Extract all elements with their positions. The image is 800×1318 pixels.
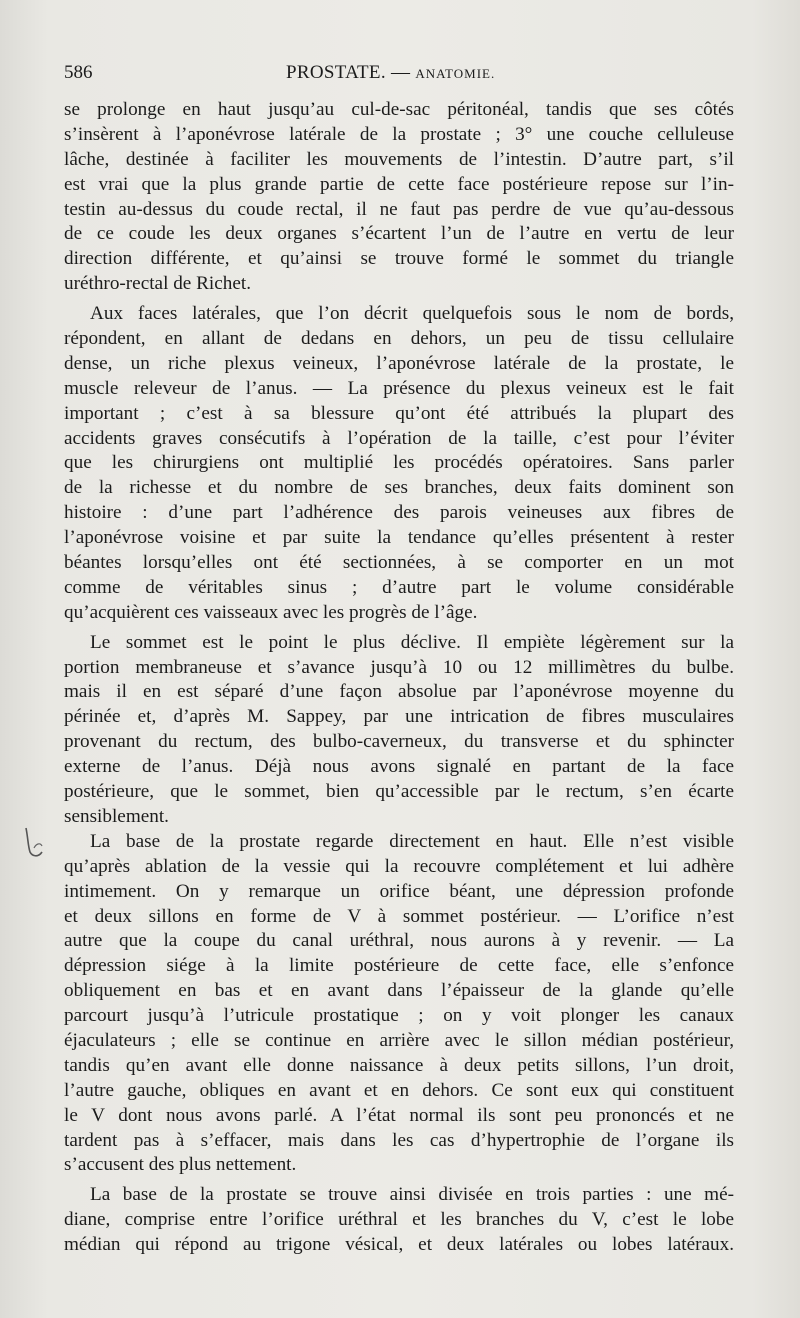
text-line: important ; c’est à sa blessure qu’ont été attribués la plupart des: [64, 402, 734, 424]
text-line: Le sommet est le point le plus déclive. Il empiète légèrement sur la: [90, 631, 734, 653]
text-line: et deux sillons en forme de V à sommet postérieur. — L’orifice n’est: [64, 905, 734, 927]
paragraph-base: [64, 830, 734, 1178]
text-line: testin au-dessus du coude rectal, il ne faut pas perdre de vue qu’au-dessous: [64, 198, 734, 220]
text-line: postérieure, que le sommet, bien qu’accessible par le rectum, s’en écarte: [64, 781, 734, 803]
text-line: l’autre gauche, obliques en avant et en dehors. Ce sont eux qui constituent: [64, 1079, 734, 1101]
text-line: autre que la coupe du canal uréthral, nous aurons à y revenir. — La: [64, 930, 734, 952]
paragraph-lateral-faces: [64, 302, 734, 626]
text-line: parcourt jusqu’à l’utricule prostatique ; on y voit plonger les canaux: [64, 1005, 734, 1027]
text-line: muscle releveur de l’anus. — La présence du plexus veineux est le fait: [64, 377, 734, 399]
text-line: médian qui répond au trigone vésical, et deux latérales ou lobes latéraux.: [64, 1234, 734, 1256]
text-line: intimement. On y remarque un orifice béant, une dépression profonde: [64, 880, 734, 902]
text-line: provenant du rectum, des bulbo-caverneux, du transverse et du sphincter: [64, 731, 734, 753]
text-line: s’accusent des plus nettement.: [64, 1154, 297, 1176]
text-line: accidents graves consécutifs à l’opération de la taille, c’est pour l’éviter: [64, 427, 734, 449]
text-line: Aux faces latérales, que l’on décrit quelquefois sous le nom de bords,: [90, 303, 734, 325]
text-line: tardent pas à s’effacer, mais dans les cas d’hypertrophie de l’organe ils: [64, 1129, 734, 1151]
text-line: sensiblement.: [64, 805, 169, 827]
text-line: portion membraneuse et s’avance jusqu’à 10 ou 12 millimètres du bulbe.: [64, 656, 734, 678]
text-line: mais il en est séparé d’une façon absolue par l’aponévrose moyenne du: [64, 681, 734, 703]
text-line: dépression siége à la limite postérieure de cette face, elle s’enfonce: [64, 955, 734, 977]
paragraph-apex: [64, 631, 734, 830]
page-number: 586: [64, 62, 93, 83]
text-line: s’insèrent à l’aponévrose latérale de la prostate ; 3° une couche celluleuse: [64, 123, 734, 145]
text-line: histoire : d’une part l’adhérence des parois veineuses aux fibres de: [64, 502, 734, 524]
text-line: obliquement en bas et en avant dans l’épaisseur de la glande qu’elle: [64, 980, 734, 1002]
running-title: [286, 62, 495, 84]
body-text: [64, 98, 734, 1258]
text-line: externe de l’anus. Déjà nous avons signalé en partant de la face: [64, 756, 734, 778]
text-line: qu’après ablation de la vessie qui la recouvre complétement et lui adhère: [64, 855, 734, 877]
running-title-dash: —: [390, 62, 411, 83]
handwritten-margin-mark: [22, 822, 52, 862]
text-line: La base de la prostate regarde directement en haut. Elle n’est visible: [90, 830, 734, 852]
text-line: éjaculateurs ; elle se continue en arrière avec le sillon médian postérieur,: [64, 1029, 734, 1051]
text-line: uréthro-rectal de Richet.: [64, 273, 251, 295]
text-line: le V dont nous avons parlé. A l’état normal ils sont peu prononcés et ne: [64, 1104, 734, 1126]
running-title-subtitle: ANATOMIE.: [415, 66, 496, 81]
text-line: se prolonge en haut jusqu’au cul-de-sac péritonéal, tandis que ses côtés: [64, 99, 734, 120]
text-line: est vrai que la plus grande partie de cette face postérieure repose sur l’in-: [64, 173, 734, 195]
text-line: béantes lorsqu’elles ont été sectionnées, à se comporter en un mot: [64, 552, 734, 574]
text-line: tandis qu’en avant elle donne naissance à deux petits sillons, l’un droit,: [64, 1054, 734, 1076]
running-title-main: PROSTATE.: [286, 62, 386, 83]
text-line: direction différente, et qu’ainsi se trouve formé le sommet du triangle: [64, 248, 734, 270]
text-line: diane, comprise entre l’orifice uréthral et les branches du V, c’est le lobe: [64, 1209, 734, 1231]
text-line: dense, un riche plexus veineux, l’aponévrose latérale de la prostate, le: [64, 352, 734, 374]
text-line: que les chirurgiens ont multiplié les procédés opératoires. Sans parler: [64, 452, 734, 474]
running-header: [64, 62, 734, 92]
paragraph-lobes: [64, 1183, 734, 1258]
text-line: répondent, en allant de dedans en dehors, un peu de tissu cellulaire: [64, 328, 734, 350]
text-line: périnée et, d’après M. Sappey, par une intrication de fibres musculaires: [64, 706, 734, 728]
text-line: de ce coude les deux organes s’écartent l’un de l’autre en vertu de leur: [64, 223, 734, 245]
text-line: La base de la prostate se trouve ainsi divisée en trois parties : une mé-: [90, 1184, 734, 1206]
text-line: l’aponévrose voisine et par suite la tendance qu’elles présentent à rester: [64, 527, 734, 549]
text-line: qu’acquièrent ces vaisseaux avec les progrès de l’âge.: [64, 601, 478, 623]
text-line: comme de véritables sinus ; d’autre part le volume considérable: [64, 576, 734, 598]
paragraph-posterior-face: [64, 98, 734, 297]
text-line: lâche, destinée à faciliter les mouvements de l’intestin. D’autre part, s’il: [64, 148, 734, 170]
text-line: de la richesse et du nombre de ses branches, deux faits dominent son: [64, 477, 734, 499]
